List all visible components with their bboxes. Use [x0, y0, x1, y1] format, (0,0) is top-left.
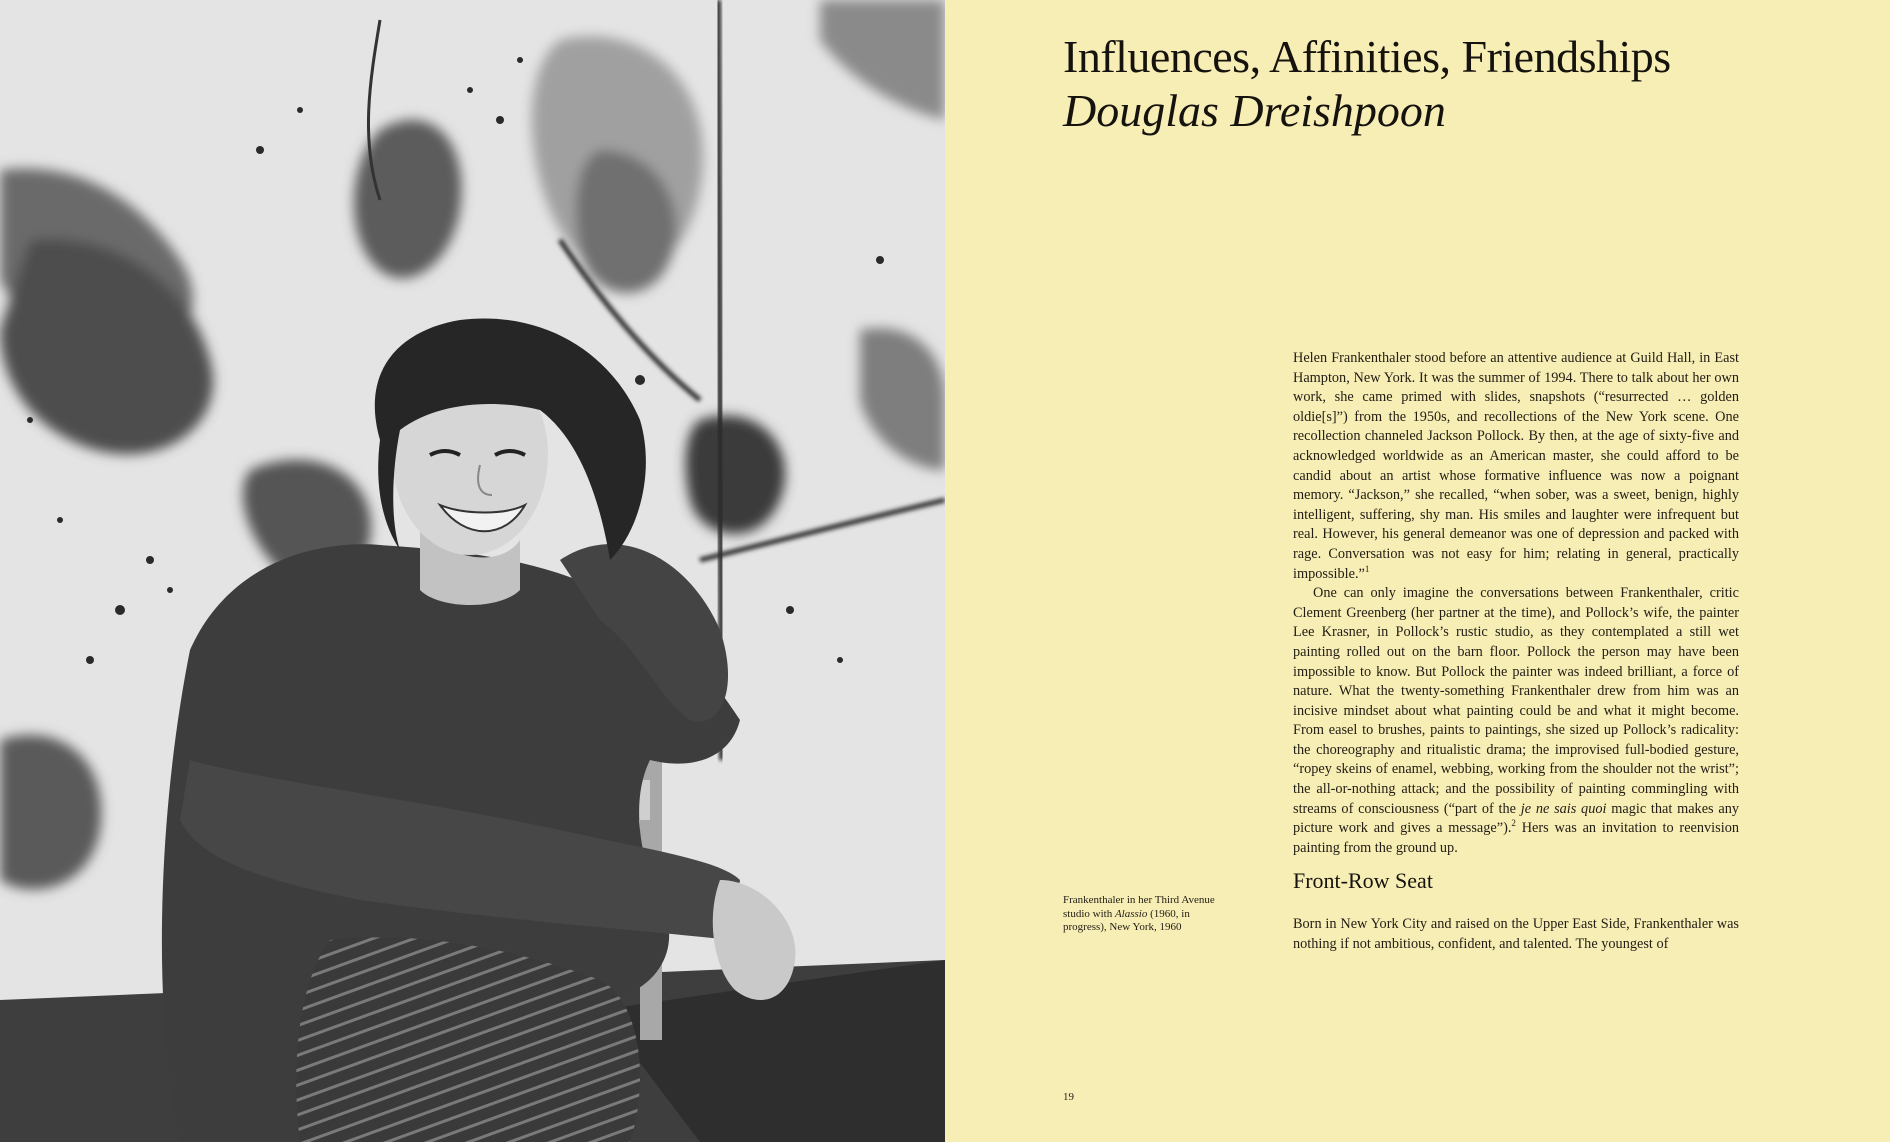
photo-caption	[1063, 894, 1223, 935]
paragraph-2-italic: je ne sais quoi	[1520, 800, 1607, 817]
paragraph-2-text: One can only imagine the conversations between Frankenthaler, critic Clement Greenberg (her partner at the time), and Pollock’s wife, the painter Lee Krasner, in Pollock’s rustic studio, as they contemplated a still wet painting rolled out on the barn floor. Pollock the person may have been impossible to know. But Pollock the painter was indeed brilliant, a force of nature. What the twenty-something Frankenthaler drew from him was an incisive mindset about what painting could be and what it might become. From easel to brushes, paints to paintings, she sized up Pollock’s radicality: the choreography and ritualistic drama; the improvised full-bodied gesture, “ropey skeins of enamel, webbing, working from the shoulder not the wrist”; the all-or-nothing attack; and the possibility of painting commingling with streams of consciousness (“part of the	[1293, 585, 1739, 817]
body-text	[1293, 349, 1739, 858]
footnote-ref-1: 1	[1364, 563, 1370, 574]
footnote-ref-2: 2	[1511, 818, 1516, 829]
page-number: 19	[1063, 1091, 1074, 1103]
author-name: Douglas Dreishpoon	[1063, 85, 1446, 136]
section-paragraph-1: Born in New York City and raised on the Upper East Side, Frankenthaler was nothing if not ambitious, confident, and talented. The youngest of	[1293, 916, 1739, 952]
paragraph-1	[1293, 349, 1739, 584]
text-page	[945, 0, 1890, 1142]
paragraph-2-text-mid: magic that makes any picture work and gives a message”).	[1293, 800, 1739, 837]
caption-text: Frankenthaler in her Third Avenue studio with	[1063, 894, 1215, 920]
paragraph-1-text: Helen Frankenthaler stood before an attentive audience at Guild Hall, in East Hampton, New York. It was the summer of 1994. There to talk about her own work, she came primed with slides, snapshots (“resurrected … golden oldie[s]”) from the 1950s, and recollections of the New York scene. One recollection channeled Jackson Pollock. By then, at the age of sixty-five and acknowledged worldwide as an American master, she could afford to be candid about an artist whose formative influence was now a poignant memory. “Jackson,” she recalled, “when sober, was a sweet, benign, highly intelligent, suffering, shy man. His smiles and laughter were infrequent but real. However, his general demeanor was one of depression and packed with rage. Conversation was not easy for him; relating in general, practically impossible.”	[1293, 350, 1739, 582]
chapter-title: Influences, Affinities, Friendships	[1063, 31, 1671, 82]
caption-work-title: Alassio	[1114, 907, 1148, 920]
paragraph-2-text-end: Hers was an invitation to reenvision painting from the ground up.	[1293, 820, 1739, 856]
caption-text-end: (1960, in progress), New York, 1960	[1063, 907, 1190, 933]
section-body-text	[1293, 915, 1739, 954]
section-heading: Front-Row Seat	[1293, 868, 1433, 893]
paragraph-2	[1293, 584, 1739, 858]
